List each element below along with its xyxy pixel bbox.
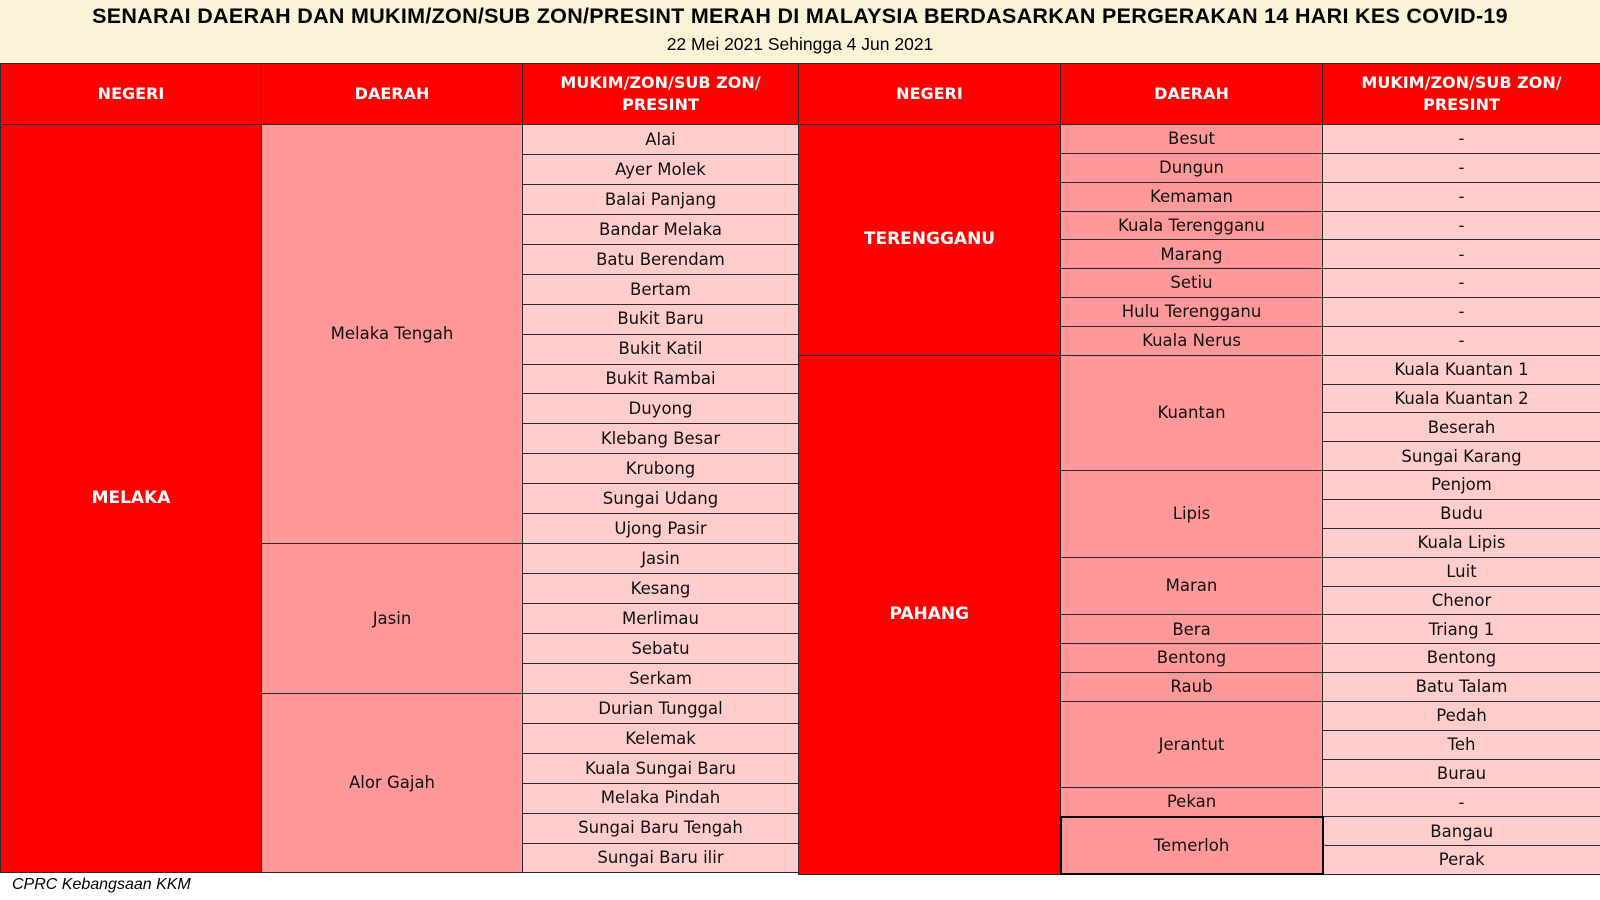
mukim-cell: Kelemak [523, 723, 799, 753]
mukim-cell: Serkam [523, 663, 799, 693]
header-negeri: NEGERI [1, 64, 262, 125]
mukim-cell: Sungai Baru Tengah [523, 813, 799, 843]
negeri-cell: MELAKA [1, 125, 262, 873]
mukim-cell: Bukit Rambai [523, 364, 799, 394]
daerah-cell: Kuala Terengganu [1061, 211, 1323, 240]
mukim-cell: - [1323, 298, 1600, 327]
header-mukim: MUKIM/ZON/SUB ZON/ PRESINT [523, 64, 799, 125]
header-daerah: DAERAH [1061, 64, 1323, 125]
mukim-cell: Krubong [523, 454, 799, 484]
daerah-cell: Bentong [1061, 644, 1323, 673]
table-row [799, 125, 1600, 154]
mukim-cell: Batu Talam [1323, 673, 1600, 702]
right-table [798, 63, 1600, 875]
mukim-cell: Ayer Molek [523, 154, 799, 184]
title-band [0, 0, 1600, 63]
mukim-cell: Bentong [1323, 644, 1600, 673]
daerah-cell: Pekan [1061, 788, 1323, 817]
mukim-cell: Teh [1323, 730, 1600, 759]
mukim-cell: Duyong [523, 394, 799, 424]
daerah-cell: Kemaman [1061, 182, 1323, 211]
daerah-cell: Jerantut [1061, 701, 1323, 788]
mukim-cell: Klebang Besar [523, 424, 799, 454]
daerah-cell: Maran [1061, 557, 1323, 615]
mukim-cell: Alai [523, 125, 799, 155]
daerah-cell: Lipis [1061, 471, 1323, 558]
daerah-cell: Alor Gajah [262, 693, 523, 873]
mukim-cell: - [1323, 153, 1600, 182]
mukim-cell: Triang 1 [1323, 615, 1600, 644]
daerah-cell: Kuala Nerus [1061, 326, 1323, 355]
daerah-cell: Temerloh [1061, 817, 1323, 875]
mukim-cell: - [1323, 125, 1600, 154]
daerah-cell: Melaka Tengah [262, 125, 523, 544]
daerah-cell: Kuantan [1061, 355, 1323, 470]
mukim-cell: Durian Tunggal [523, 693, 799, 723]
daerah-cell: Raub [1061, 673, 1323, 702]
mukim-cell: Penjom [1323, 471, 1600, 500]
mukim-cell: Merlimau [523, 604, 799, 634]
daerah-cell: Dungun [1061, 153, 1323, 182]
mukim-cell: Perak [1323, 846, 1600, 875]
header-daerah: DAERAH [262, 64, 523, 125]
mukim-cell: Luit [1323, 557, 1600, 586]
daerah-cell: Besut [1061, 125, 1323, 154]
daerah-cell: Jasin [262, 544, 523, 694]
mukim-cell: - [1323, 788, 1600, 817]
mukim-cell: Melaka Pindah [523, 783, 799, 813]
mukim-cell: Kuala Sungai Baru [523, 753, 799, 783]
mukim-cell: Sebatu [523, 633, 799, 663]
negeri-cell: TERENGGANU [799, 125, 1061, 356]
left-table [0, 63, 799, 873]
header-negeri: NEGERI [799, 64, 1061, 125]
daerah-cell: Marang [1061, 240, 1323, 269]
table-row [799, 355, 1600, 384]
daerah-cell: Hulu Terengganu [1061, 298, 1323, 327]
mukim-cell: Sungai Karang [1323, 442, 1600, 471]
daerah-cell: Bera [1061, 615, 1323, 644]
mukim-cell: Bangau [1323, 817, 1600, 846]
mukim-cell: Budu [1323, 499, 1600, 528]
mukim-cell: Kesang [523, 574, 799, 604]
mukim-cell: - [1323, 326, 1600, 355]
daerah-cell: Setiu [1061, 269, 1323, 298]
mukim-cell: Jasin [523, 544, 799, 574]
mukim-cell: Balai Panjang [523, 184, 799, 214]
mukim-cell: Sungai Udang [523, 484, 799, 514]
mukim-cell: Sungai Baru ilir [523, 843, 799, 873]
mukim-cell: Chenor [1323, 586, 1600, 615]
mukim-cell: - [1323, 182, 1600, 211]
mukim-cell: Kuala Kuantan 2 [1323, 384, 1600, 413]
mukim-cell: - [1323, 240, 1600, 269]
mukim-cell: Bukit Baru [523, 304, 799, 334]
mukim-cell: Ujong Pasir [523, 514, 799, 544]
mukim-cell: Batu Berendam [523, 244, 799, 274]
date-range: 22 Mei 2021 Sehingga 4 Jun 2021 [666, 34, 934, 54]
mukim-cell: Beserah [1323, 413, 1600, 442]
header-mukim: MUKIM/ZON/SUB ZON/ PRESINT [1323, 64, 1600, 125]
source-footer: CPRC Kebangsaan KKM [12, 876, 191, 893]
mukim-cell: - [1323, 211, 1600, 240]
page-title: SENARAI DAERAH DAN MUKIM/ZON/SUB ZON/PRESINT MERAH DI MALAYSIA BERDASARKAN PERGERAKAN 14 HARI KES COVID-19 [92, 4, 1508, 28]
mukim-cell: Burau [1323, 759, 1600, 788]
mukim-cell: Pedah [1323, 701, 1600, 730]
mukim-cell: - [1323, 269, 1600, 298]
mukim-cell: Bukit Katil [523, 334, 799, 364]
mukim-cell: Bertam [523, 274, 799, 304]
negeri-cell: PAHANG [799, 355, 1061, 874]
mukim-cell: Kuala Kuantan 1 [1323, 355, 1600, 384]
mukim-cell: Kuala Lipis [1323, 528, 1600, 557]
mukim-cell: Bandar Melaka [523, 214, 799, 244]
table-row [1, 125, 799, 155]
